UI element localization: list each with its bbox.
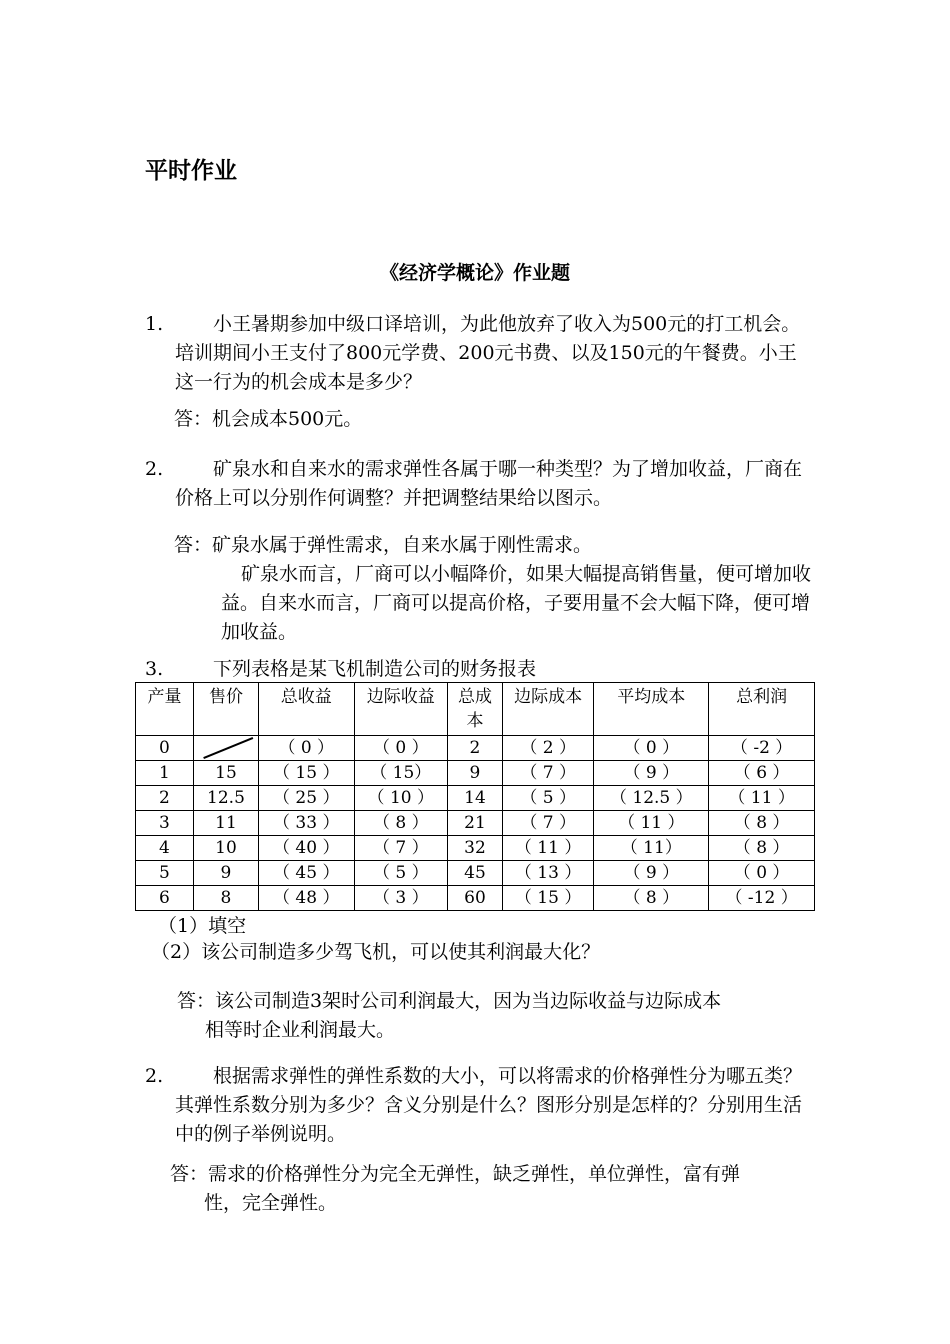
sub-question-1: （1）填空 xyxy=(158,915,247,937)
table-cell: 21 xyxy=(448,811,503,836)
question-4 xyxy=(145,1062,815,1149)
table-cell: （ 15） xyxy=(354,761,448,786)
table-cell: 60 xyxy=(448,886,503,911)
answer-line: 答：矿泉水属于弹性需求，自来水属于刚性需求。 xyxy=(174,534,593,556)
table-cell: （ 13 ） xyxy=(502,861,593,886)
answer-2 xyxy=(174,531,814,647)
table-cell: 9 xyxy=(193,861,258,886)
table-cell: （ 15 ） xyxy=(502,886,593,911)
table-cell: 8 xyxy=(193,886,258,911)
header-cell: 售价 xyxy=(193,683,258,736)
table-row xyxy=(136,836,815,861)
question-text: 下列表格是某飞机制造公司的财务报表 xyxy=(213,658,537,680)
table-cell: （ 9 ） xyxy=(594,861,709,886)
question-text: 矿泉水和自来水的需求弹性各属于哪一种类型？为了增加收益，厂商在价格上可以分别作何调整？并把调整结果给以图示。 xyxy=(175,458,803,509)
sub-question-2: （2）该公司制造多少驾飞机，可以使其利润最大化？ xyxy=(151,941,601,963)
table-cell: （ 11） xyxy=(594,836,709,861)
table-row xyxy=(136,886,815,911)
table-cell: 0 xyxy=(136,736,194,761)
table-cell: （ 48 ） xyxy=(258,886,354,911)
table-row xyxy=(136,861,815,886)
table-cell: 6 xyxy=(136,886,194,911)
table-cell: （ 25 ） xyxy=(258,786,354,811)
table-cell: （ -12 ） xyxy=(709,886,815,911)
table-cell: （ 0 ） xyxy=(354,736,448,761)
table-cell: （ 45 ） xyxy=(258,861,354,886)
answer-line: 相等时企业利润最大。 xyxy=(205,1019,396,1041)
table-header-row xyxy=(136,683,815,736)
table-cell: （ 5 ） xyxy=(354,861,448,886)
table-cell: （ -2 ） xyxy=(709,736,815,761)
table-cell: （ 7 ） xyxy=(354,836,448,861)
table-cell: 5 xyxy=(136,861,194,886)
question-text: 小王暑期参加中级口译培训，为此他放弃了收入为500元的打工机会。培训期间小王支付了800元学费、200元书费、以及150元的午餐费。小王这一行为的机会成本是多少？ xyxy=(175,313,801,393)
table-cell: （ 11 ） xyxy=(709,786,815,811)
table-cell: （ 11 ） xyxy=(502,836,593,861)
financial-table xyxy=(135,682,815,911)
table-cell: 2 xyxy=(448,736,503,761)
table-cell: （ 7 ） xyxy=(502,761,593,786)
table-cell: 10 xyxy=(193,836,258,861)
answer-line: 答：需求的价格弹性分为完全无弹性，缺乏弹性，单位弹性，富有弹 xyxy=(170,1163,741,1185)
table-cell: （ 6 ） xyxy=(709,761,815,786)
diagonal-cell xyxy=(193,736,258,761)
answer-3 xyxy=(177,987,817,1045)
question-text: 根据需求弹性的弹性系数的大小，可以将需求的价格弹性分为哪五类？其弹性系数分别为多少？含义分别是什么？图形分别是怎样的？分别用生活中的例子举例说明。 xyxy=(175,1065,803,1145)
table-cell: （ 0 ） xyxy=(594,736,709,761)
table-cell: （ 0 ） xyxy=(709,861,815,886)
table-row xyxy=(136,736,815,761)
diagonal-line xyxy=(194,736,258,760)
table-cell: （ 33 ） xyxy=(258,811,354,836)
table-cell: （ 11 ） xyxy=(594,811,709,836)
question-number: 2. xyxy=(145,1065,164,1087)
table-cell: （ 5 ） xyxy=(502,786,593,811)
answer-4 xyxy=(170,1160,815,1218)
question-number: 1. xyxy=(145,313,164,335)
answer-line: 性，完全弹性。 xyxy=(204,1192,338,1214)
header-cell: 产量 xyxy=(136,683,194,736)
table-cell: （ 8 ） xyxy=(354,811,448,836)
table-cell: （ 12.5 ） xyxy=(594,786,709,811)
table-cell: 9 xyxy=(448,761,503,786)
question-number: 3. xyxy=(145,658,164,680)
answer-body: 矿泉水而言，厂商可以小幅降价，如果大幅提高销售量，便可增加收益。自来水而言，厂商可以提高价格，子要用量不会大幅下降，便可增加收益。 xyxy=(221,563,812,643)
table-cell: 12.5 xyxy=(193,786,258,811)
table-cell: 32 xyxy=(448,836,503,861)
answer-line: 答：该公司制造3架时公司利润最大，因为当边际收益与边际成本 xyxy=(177,990,722,1012)
header-cell: 总成本 xyxy=(448,683,503,736)
question-3 xyxy=(145,655,815,684)
table-cell: （ 8 ） xyxy=(709,811,815,836)
table-cell: 4 xyxy=(136,836,194,861)
table-row xyxy=(136,786,815,811)
table-cell: 1 xyxy=(136,761,194,786)
table-cell: （ 15 ） xyxy=(258,761,354,786)
document-title: 《经济学概论》作业题 xyxy=(379,262,570,284)
table-cell: （ 9 ） xyxy=(594,761,709,786)
question-number: 2. xyxy=(145,458,164,480)
table-cell: （ 7 ） xyxy=(502,811,593,836)
header-cell: 边际收益 xyxy=(354,683,448,736)
table-cell: 11 xyxy=(193,811,258,836)
answer-1: 答：机会成本500元。 xyxy=(174,408,363,430)
table-cell: （ 8 ） xyxy=(594,886,709,911)
table-cell: （ 8 ） xyxy=(709,836,815,861)
table-row xyxy=(136,761,815,786)
table-cell: 3 xyxy=(136,811,194,836)
table-cell: （ 0 ） xyxy=(258,736,354,761)
table-cell: （ 3 ） xyxy=(354,886,448,911)
table-row xyxy=(136,811,815,836)
header-cell: 边际成本 xyxy=(502,683,593,736)
header-cell: 平均成本 xyxy=(594,683,709,736)
table-cell: 15 xyxy=(193,761,258,786)
header-cell: 总收益 xyxy=(258,683,354,736)
question-1 xyxy=(145,310,815,397)
question-2 xyxy=(145,455,815,513)
table-cell: （ 40 ） xyxy=(258,836,354,861)
table-cell: （ 10 ） xyxy=(354,786,448,811)
table-cell: 45 xyxy=(448,861,503,886)
header-cell: 总利润 xyxy=(709,683,815,736)
table-cell: 2 xyxy=(136,786,194,811)
page-title: 平时作业 xyxy=(145,158,237,184)
table-cell: （ 2 ） xyxy=(502,736,593,761)
table-cell: 14 xyxy=(448,786,503,811)
